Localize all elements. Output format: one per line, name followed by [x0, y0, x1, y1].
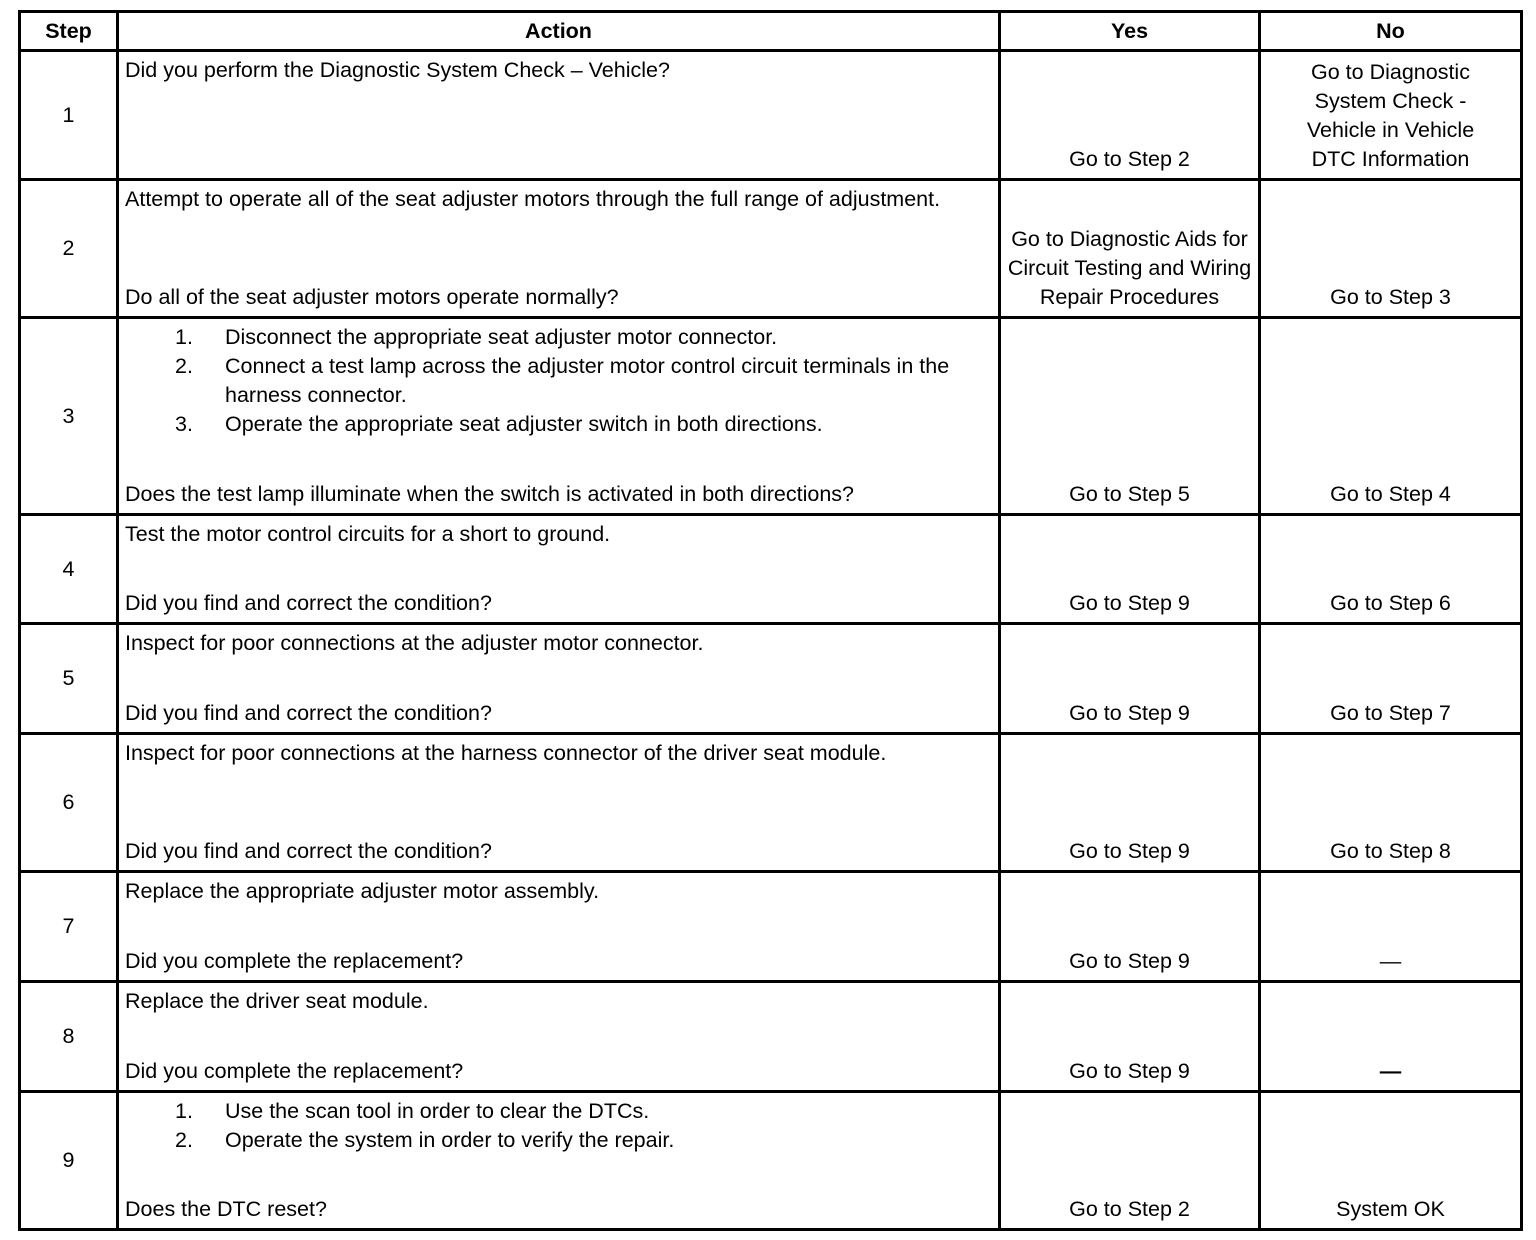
table-row — [20, 180, 1522, 318]
action-cell — [118, 624, 1000, 734]
step-number: 2 — [20, 180, 118, 318]
no-cell: Go to Step 8 — [1260, 734, 1522, 872]
action-question: Did you find and correct the condition? — [125, 839, 492, 863]
action-question: Did you find and correct the condition? — [125, 591, 492, 615]
header-yes: Yes — [1000, 12, 1260, 51]
no-cell: Go to Step 3 — [1260, 180, 1522, 318]
no-cell: — — [1260, 872, 1522, 982]
yes-cell: Go to Step 9 — [1000, 515, 1260, 624]
table-row — [20, 982, 1522, 1092]
action-prompt: Replace the driver seat module. — [125, 989, 429, 1013]
action-question: Did you complete the replacement? — [125, 949, 464, 973]
list-item: 3. Operate the appropriate seat adjuster switch in both directions. — [175, 412, 823, 436]
header-action: Action — [118, 12, 1000, 51]
action-question: Does the DTC reset? — [125, 1197, 327, 1221]
step-number: 3 — [20, 318, 118, 515]
table-row — [20, 1092, 1522, 1230]
action-question: Did you find and correct the condition? — [125, 701, 492, 725]
step-number: 6 — [20, 734, 118, 872]
yes-cell: Go to Diagnostic Aids for Circuit Testing and Wiring Repair Procedures — [1000, 180, 1260, 318]
action-cell — [118, 872, 1000, 982]
action-question: Does the test lamp illuminate when the switch is activated in both directions? — [125, 482, 854, 506]
yes-cell: Go to Step 9 — [1000, 982, 1260, 1092]
step-number: 1 — [20, 51, 118, 180]
action-cell — [118, 982, 1000, 1092]
action-cell — [118, 515, 1000, 624]
header-step: Step — [20, 12, 118, 51]
no-cell: Go to Step 6 — [1260, 515, 1522, 624]
no-cell: — — [1260, 982, 1522, 1092]
yes-cell: Go to Step 5 — [1000, 318, 1260, 515]
header-no: No — [1260, 12, 1522, 51]
action-prompt: Attempt to operate all of the seat adjuster motors through the full range of adjustment. — [125, 187, 941, 211]
header-row — [20, 12, 1522, 51]
step-number: 5 — [20, 624, 118, 734]
action-prompt: Replace the appropriate adjuster motor assembly. — [125, 879, 600, 903]
action-prompt: Did you perform the Diagnostic System Check – Vehicle? — [125, 58, 670, 82]
action-cell — [118, 180, 1000, 318]
step-number: 8 — [20, 982, 118, 1092]
step-number: 9 — [20, 1092, 118, 1230]
list-item: 1. Disconnect the appropriate seat adjuster motor connector. — [175, 325, 778, 349]
no-cell: Go to Step 4 — [1260, 318, 1522, 515]
no-cell: Go to Step 7 — [1260, 624, 1522, 734]
action-question: Do all of the seat adjuster motors operate normally? — [125, 285, 619, 309]
action-prompt: Test the motor control circuits for a short to ground. — [125, 522, 611, 546]
table-row — [20, 872, 1522, 982]
table-row — [20, 51, 1522, 180]
diagnostic-table — [18, 10, 1523, 1231]
yes-cell: Go to Step 2 — [1000, 1092, 1260, 1230]
list-item: 1. Use the scan tool in order to clear the DTCs. — [175, 1099, 650, 1123]
action-prompt: Inspect for poor connections at the adjuster motor connector. — [125, 631, 704, 655]
action-prompt: Inspect for poor connections at the harness connector of the driver seat module. — [125, 741, 887, 765]
step-number: 7 — [20, 872, 118, 982]
list-item: 2. Connect a test lamp across the adjuster motor control circuit terminals in the harness connector. — [175, 354, 950, 407]
action-cell — [118, 734, 1000, 872]
no-cell: Go to Diagnostic System Check - Vehicle in Vehicle DTC Information — [1260, 51, 1522, 180]
yes-cell: Go to Step 9 — [1000, 734, 1260, 872]
yes-cell: Go to Step 2 — [1000, 51, 1260, 180]
yes-cell: Go to Step 9 — [1000, 624, 1260, 734]
yes-cell: Go to Step 9 — [1000, 872, 1260, 982]
table-row — [20, 515, 1522, 624]
list-item: 2. Operate the system in order to verify the repair. — [175, 1128, 675, 1152]
action-question: Did you complete the replacement? — [125, 1059, 464, 1083]
no-cell: System OK — [1260, 1092, 1522, 1230]
action-cell — [118, 1092, 1000, 1230]
action-cell — [118, 51, 1000, 180]
action-cell — [118, 318, 1000, 515]
table-row — [20, 734, 1522, 872]
table-row — [20, 318, 1522, 515]
table-row — [20, 624, 1522, 734]
action-step-list — [125, 323, 990, 439]
action-step-list — [125, 1097, 990, 1155]
step-number: 4 — [20, 515, 118, 624]
